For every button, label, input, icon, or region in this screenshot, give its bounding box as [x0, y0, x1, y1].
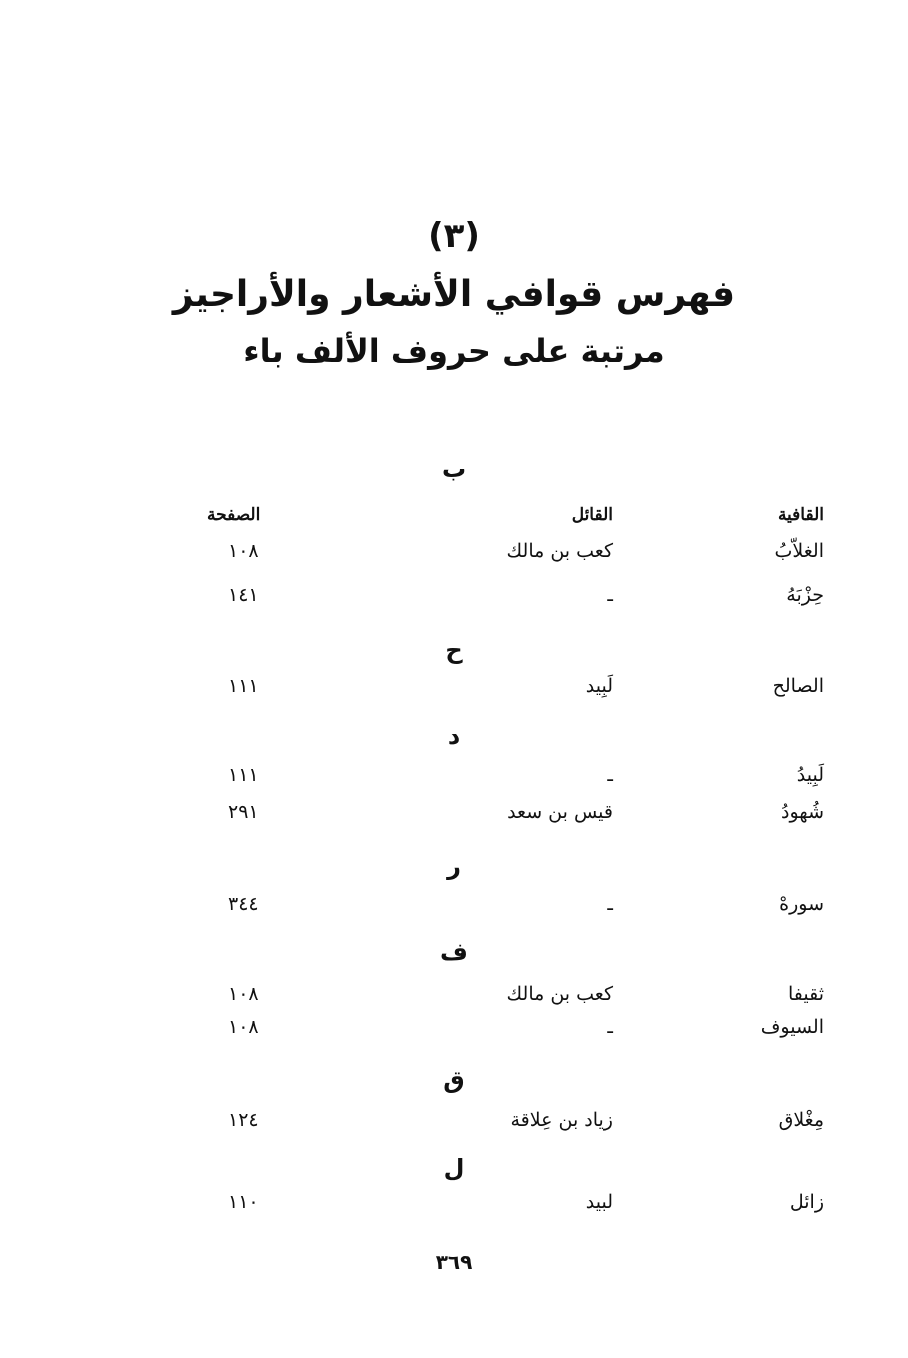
column-header-rhyme: القافية — [777, 505, 824, 525]
rhyme-cell: شُهودُ — [781, 801, 824, 823]
table-row — [0, 675, 908, 709]
poet-cell: قيس بن سعد — [507, 801, 613, 823]
table-row — [0, 1016, 908, 1050]
poet-cell: لَبِيد — [585, 675, 613, 697]
rhyme-cell: ثقيفا — [787, 983, 824, 1005]
table-row — [0, 584, 908, 618]
section-letter: ف — [440, 938, 468, 966]
page-cell: ١١١ — [228, 675, 259, 697]
rhyme-cell: الصالح — [772, 675, 824, 697]
column-header-poet: القائل — [571, 505, 613, 525]
page-cell: ١٠٨ — [228, 1016, 259, 1038]
page-cell: ٣٤٤ — [228, 893, 259, 915]
section-letter: ر — [447, 852, 461, 880]
poet-cell: كعب بن مالك — [506, 983, 613, 1005]
section-letter: ح — [445, 636, 463, 664]
rhyme-cell: سورهْ — [779, 893, 824, 915]
page-cell: ١١١ — [228, 764, 259, 786]
page-cell: ٢٩١ — [228, 801, 259, 823]
poet-cell: ـ — [607, 1016, 613, 1038]
page-cell: ١٠٨ — [228, 540, 259, 562]
table-row — [0, 1191, 908, 1225]
table-row — [0, 801, 908, 835]
page-cell: ١١٠ — [228, 1191, 259, 1213]
rhyme-cell: السيوف — [760, 1016, 824, 1038]
page-number: ٣٦٩ — [435, 1250, 473, 1274]
section-letter: د — [447, 722, 461, 750]
poet-cell: ـ — [607, 893, 613, 915]
rhyme-cell: حِزْبَهُ — [786, 584, 824, 606]
column-header-page: الصفحة — [207, 505, 261, 525]
page-cell: ١٤١ — [228, 584, 259, 606]
rhyme-cell: الغلاّبُ — [774, 540, 824, 562]
page-cell: ١٢٤ — [228, 1109, 259, 1131]
rhyme-cell: زائل — [789, 1191, 824, 1213]
poet-cell: زياد بن عِلاقة — [510, 1109, 613, 1131]
section-letter: ل — [443, 1154, 465, 1182]
table-row — [0, 893, 908, 927]
poet-cell: ـ — [607, 584, 613, 606]
index-number: (٣) — [428, 216, 480, 256]
poet-cell: كعب بن مالك — [506, 540, 613, 562]
poet-cell: لبيد — [585, 1191, 613, 1213]
page-cell: ١٠٨ — [228, 983, 259, 1005]
table-row — [0, 540, 908, 574]
table-row — [0, 1109, 908, 1143]
table-row — [0, 983, 908, 1017]
poet-cell: ـ — [607, 764, 613, 786]
table-row — [0, 764, 908, 798]
index-title: فهرس قوافي الأشعار والأراجيز — [172, 274, 736, 315]
rhyme-cell: لَبِيدُ — [796, 764, 824, 786]
section-letter: ق — [443, 1066, 465, 1094]
index-subtitle: مرتبة على حروف الألف باء — [243, 332, 665, 370]
section-letter: ب — [441, 455, 467, 483]
rhyme-cell: مِغْلاق — [778, 1109, 824, 1131]
